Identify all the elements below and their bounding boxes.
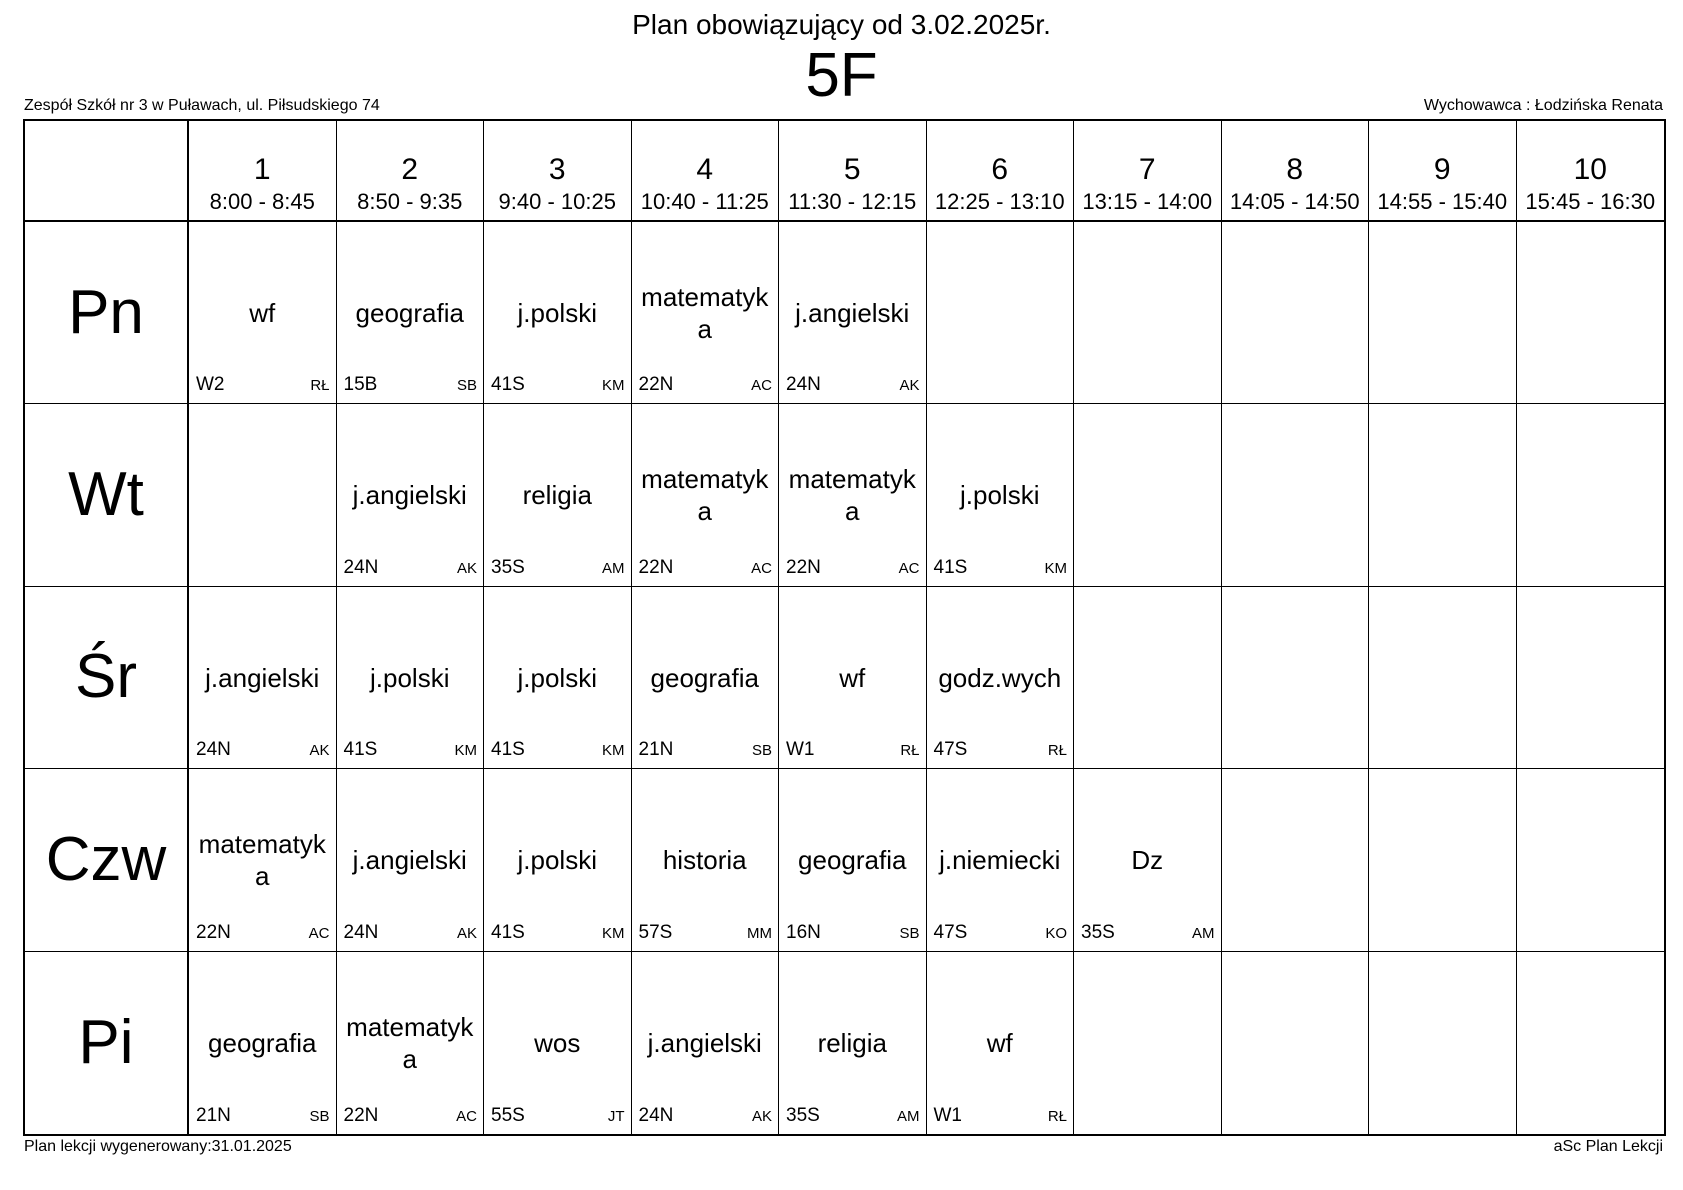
period-number: 6 [991,153,1009,186]
lesson-cell [927,404,1075,586]
lesson-teacher: KM [602,377,625,395]
lesson-cell [189,952,337,1134]
lesson-room: 22N [638,374,674,396]
empty-cell [1222,952,1370,1134]
lesson-cell [337,952,485,1134]
empty-cell [1074,587,1222,769]
lesson-room: 22N [786,556,821,578]
lesson-subject: j.polski [960,480,1040,511]
lesson-subject: j.polski [517,662,597,693]
lesson-room: 47S [933,739,968,761]
lesson-cell [1074,769,1222,951]
lesson-cell [927,769,1075,951]
lesson-cell [484,952,632,1134]
period-header [189,121,337,222]
lesson-cell [484,769,632,951]
lesson-subject: wos [534,1027,581,1058]
lesson-room: 24N [196,739,231,761]
lesson-cell [779,404,927,586]
period-time: 14:05 - 14:50 [1229,189,1360,214]
empty-cell [1517,769,1665,951]
software-credit: aSc Plan Lekcji [1553,1138,1663,1155]
period-header [484,121,632,222]
empty-cell [1222,769,1370,951]
lesson-teacher: KM [602,924,625,942]
lesson-subject: matematyka [641,282,769,344]
school-address: Zespół Szkół nr 3 w Puławach, ul. Piłsudskiego 74 [24,97,380,114]
lesson-teacher: KM [454,742,477,760]
lesson-subject: wf [249,298,276,328]
day-header [25,952,189,1134]
lesson-room: 35S [1081,921,1115,943]
lesson-subject: j.niemiecki [939,845,1061,876]
lesson-subject: geografia [208,1027,317,1058]
lesson-cell [632,587,780,769]
empty-cell [1517,952,1665,1134]
lesson-subject: matematyka [198,829,326,892]
generated-date: Plan lekcji wygenerowany:31.01.2025 [24,1138,292,1155]
lesson-room: 41S [343,739,378,761]
empty-cell [1369,952,1517,1134]
empty-cell [927,222,1075,404]
period-header [1074,121,1222,222]
empty-cell [1369,587,1517,769]
period-time: 14:55 - 15:40 [1377,189,1508,214]
lesson-teacher: AC [898,559,920,577]
lesson-room: 24N [343,921,379,943]
lesson-cell [337,587,485,769]
lesson-subject: historia [662,845,747,876]
lesson-cell [189,769,337,951]
lesson-room: W1 [933,1104,962,1126]
lesson-room: 55S [491,1104,525,1126]
lesson-cell [632,222,780,404]
day-label: Czw [45,824,167,894]
empty-cell [1074,404,1222,586]
empty-cell [1074,222,1222,404]
lesson-cell [927,952,1075,1134]
empty-cell [1369,769,1517,951]
period-header [632,121,780,222]
lesson-subject: religia [817,1027,887,1058]
period-header [1222,121,1370,222]
lesson-cell [189,587,337,769]
lesson-teacher: AM [602,559,625,577]
lesson-subject: wf [839,662,866,693]
lesson-cell [484,587,632,769]
lesson-subject: j.angielski [352,480,467,511]
lesson-cell [779,769,927,951]
lesson-teacher: AM [897,1107,920,1125]
lesson-teacher: SB [456,377,477,395]
lesson-teacher: AK [456,924,477,942]
period-header [337,121,485,222]
lesson-teacher: RŁ [1047,1107,1067,1125]
day-label: Pn [68,277,144,347]
period-time: 15:45 - 16:30 [1525,189,1656,214]
lesson-room: 16N [786,921,821,943]
lesson-subject: geografia [798,845,907,876]
lesson-teacher: KO [1045,924,1067,942]
lesson-subject: matematyka [346,1011,474,1074]
period-number: 10 [1573,153,1607,186]
lesson-room: 21N [638,739,674,761]
period-header [927,121,1075,222]
lesson-teacher: SB [751,742,772,760]
lesson-cell [484,222,632,404]
lesson-subject: godz.wych [938,662,1062,693]
empty-cell [1222,587,1370,769]
lesson-cell [779,222,927,404]
period-header [1369,121,1517,222]
lesson-teacher: RŁ [1047,742,1067,760]
lesson-subject: j.angielski [352,845,467,876]
period-number: 9 [1433,153,1451,186]
empty-cell [189,404,337,586]
lesson-room: W2 [196,374,225,396]
period-time: 9:40 - 10:25 [498,189,616,214]
day-header [25,769,189,951]
lesson-cell [779,587,927,769]
period-time: 8:00 - 8:45 [209,189,315,214]
empty-cell [1369,222,1517,404]
lesson-room: 41S [933,556,968,578]
lesson-teacher: AC [456,1107,477,1125]
day-label: Pi [78,1007,134,1077]
period-header [779,121,927,222]
lesson-teacher: RŁ [900,742,920,760]
lesson-room: 35S [491,556,525,578]
period-time: 8:50 - 9:35 [357,189,463,214]
plan-title: Plan obowiązujący od 3.02.2025r. [632,9,1051,40]
day-header [25,222,189,404]
lesson-teacher: AK [456,559,477,577]
period-number: 7 [1138,153,1156,186]
lesson-subject: Dz [1131,845,1164,876]
lesson-room: 35S [786,1104,820,1126]
lesson-subject: j.angielski [205,662,320,693]
day-label: Śr [75,642,137,712]
lesson-teacher: SB [899,924,920,942]
period-number: 2 [401,153,419,186]
period-number: 8 [1286,153,1304,186]
period-number: 1 [253,153,271,186]
lesson-teacher: SB [309,1107,330,1125]
lesson-teacher: AM [1192,924,1215,942]
lesson-room: 22N [196,921,231,943]
empty-cell [1222,404,1370,586]
lesson-cell [632,952,780,1134]
period-time: 10:40 - 11:25 [640,189,769,214]
lesson-cell [632,769,780,951]
empty-cell [1074,952,1222,1134]
empty-cell [1517,404,1665,586]
period-time: 12:25 - 13:10 [934,189,1065,214]
lesson-subject: j.angielski [647,1027,762,1058]
lesson-subject: geografia [355,298,464,328]
lesson-teacher: JT [607,1107,625,1125]
lesson-teacher: MM [747,924,772,942]
lesson-subject: matematyka [788,464,916,527]
lesson-subject: wf [986,1027,1013,1058]
lesson-teacher: AK [309,742,330,760]
lesson-cell [189,222,337,404]
lesson-subject: j.polski [517,298,597,328]
lesson-room: 57S [638,921,673,943]
lesson-room: 41S [491,921,525,943]
empty-cell [1369,404,1517,586]
class-tutor: Wychowawca : Łodzińska Renata [1423,97,1663,114]
class-name: 5F [805,41,878,110]
period-number: 5 [843,153,861,186]
lesson-cell [337,222,485,404]
lesson-subject: geografia [650,662,759,693]
lesson-cell [484,404,632,586]
period-number: 4 [696,153,714,186]
lesson-cell [337,404,485,586]
day-header [25,587,189,769]
lesson-room: 41S [491,374,525,396]
corner-cell [25,121,189,222]
lesson-room: 47S [933,921,968,943]
lesson-subject: j.polski [517,845,597,876]
lesson-room: 24N [638,1104,674,1126]
lesson-subject: religia [522,480,592,511]
empty-cell [1517,587,1665,769]
day-header [25,404,189,586]
timetable-grid [23,119,1666,1136]
period-header [1517,121,1665,222]
lesson-cell [632,404,780,586]
period-number: 3 [548,153,566,186]
lesson-teacher: AC [751,377,772,395]
lesson-cell [927,587,1075,769]
lesson-room: W1 [786,739,815,761]
lesson-teacher: AK [899,377,920,395]
lesson-teacher: KM [1044,559,1067,577]
lesson-cell [337,769,485,951]
lesson-room: 22N [343,1104,379,1126]
lesson-teacher: AC [751,559,772,577]
lesson-subject: matematyka [641,464,769,527]
lesson-room: 21N [196,1104,231,1126]
empty-cell [1222,222,1370,404]
lesson-teacher: AK [751,1107,772,1125]
lesson-subject: j.polski [370,662,450,693]
period-time: 13:15 - 14:00 [1082,189,1213,214]
lesson-cell [779,952,927,1134]
lesson-room: 41S [491,739,525,761]
lesson-subject: j.angielski [795,298,910,328]
day-label: Wt [68,460,144,530]
lesson-teacher: RŁ [310,377,330,395]
lesson-room: 22N [638,556,674,578]
lesson-teacher: AC [308,924,330,942]
period-time: 11:30 - 12:15 [788,189,917,214]
empty-cell [1517,222,1665,404]
lesson-room: 24N [786,374,821,396]
lesson-room: 15B [343,374,378,396]
lesson-teacher: KM [602,742,625,760]
lesson-room: 24N [343,556,379,578]
